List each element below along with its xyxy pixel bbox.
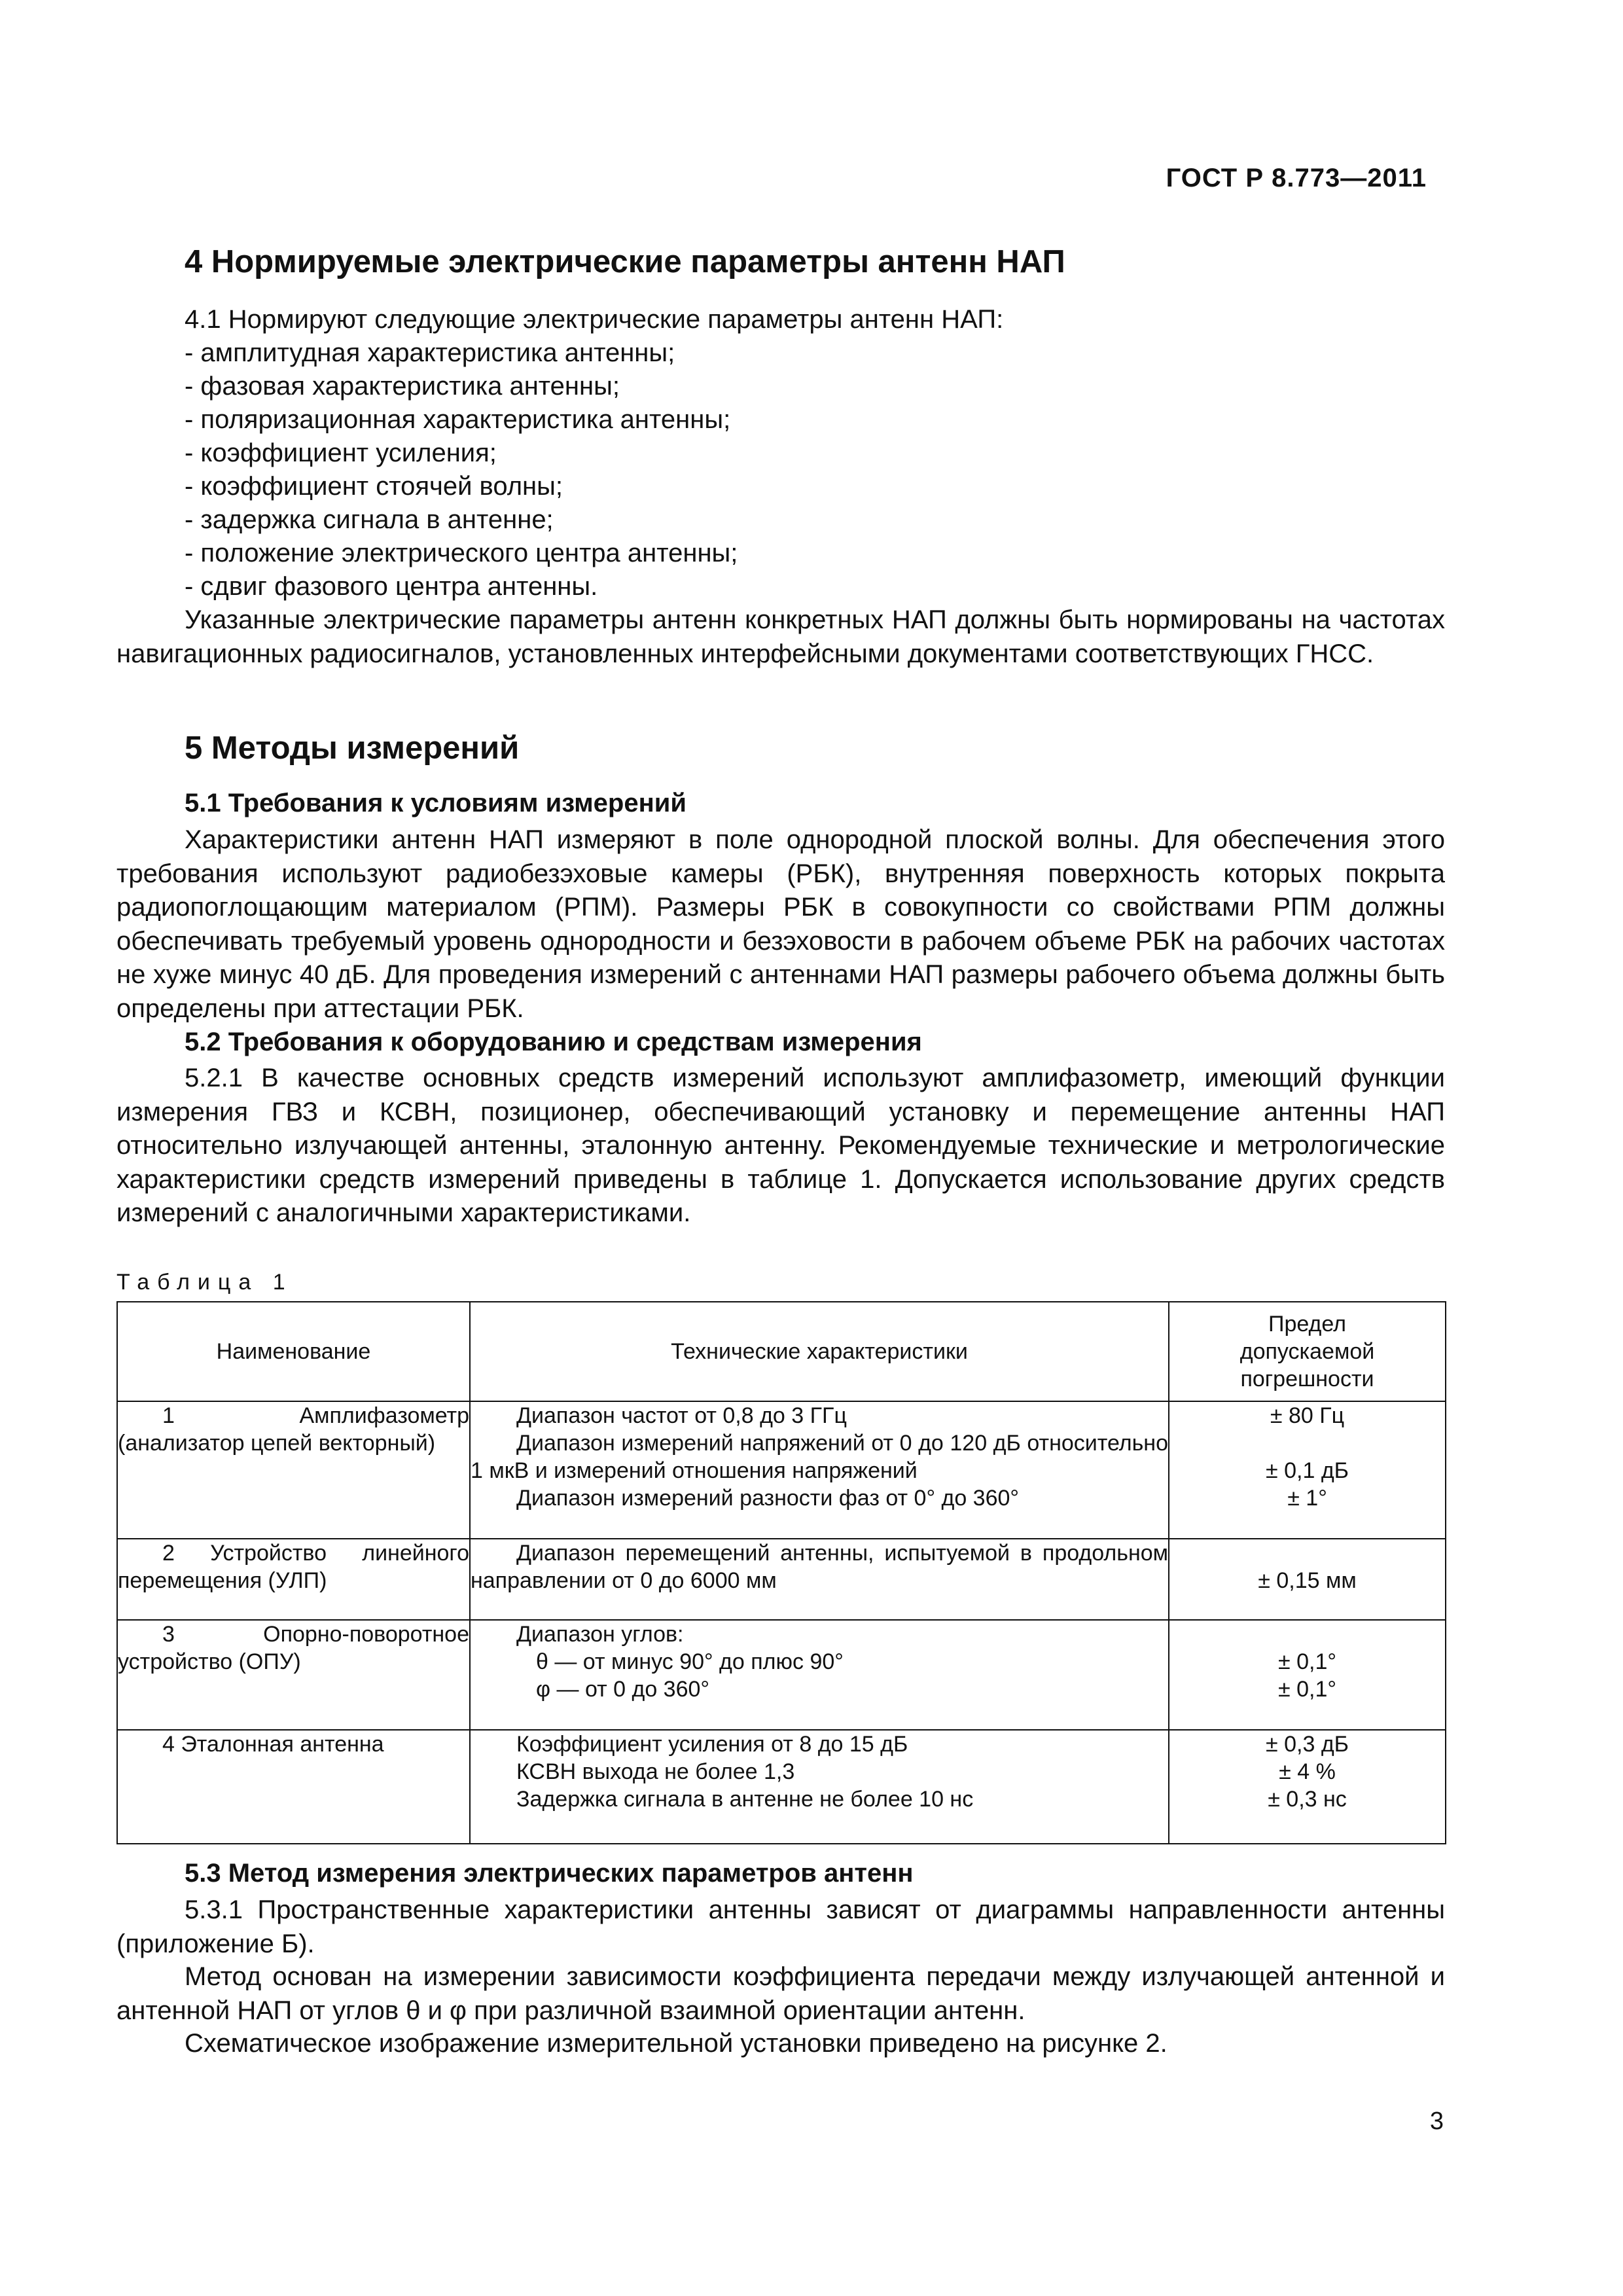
column-header-label: Предел допускаемой погрешности (1240, 1312, 1375, 1391)
table-row (117, 1401, 1446, 1539)
column-header (1169, 1302, 1446, 1401)
section-5-title: 5 Методы измерений (185, 730, 520, 766)
tech-line: Диапазон перемещений антенны, испытуемой в продольном направлении от 0 до 6000 мм (471, 1541, 1168, 1593)
error-value: ± 0,1 дБ (1266, 1458, 1349, 1483)
row-name: 3 Опорно-поворотное устройство (ОПУ) (118, 1622, 469, 1674)
error-value: ± 0,1° (1278, 1677, 1336, 1702)
table-cell-error (1169, 1620, 1446, 1730)
tech-line: Задержка сигнала в антенне не более 10 нс (516, 1787, 974, 1812)
table-cell-tech (470, 1620, 1169, 1730)
row-name: 2 Устройство линейного перемещения (УЛП) (118, 1541, 469, 1593)
table-cell-name (117, 1401, 470, 1539)
tech-line: Коэффициент усиления от 8 до 15 дБ (516, 1732, 908, 1757)
error-value: ± 0,3 нс (1268, 1787, 1347, 1812)
section-5-3-figure-reference: Схематическое изображение измерительной установки приведено на рисунке 2. (185, 2029, 1168, 2058)
column-header: Технические характеристики (470, 1302, 1169, 1401)
tech-line: θ — от минус 90° до плюс 90° (536, 1649, 844, 1674)
list-item: - фазовая характеристика антенны; (185, 372, 620, 401)
section-4-1-intro: 4.1 Нормируют следующие электрические параметры антенн НАП: (185, 305, 1004, 334)
section-5-2-title: 5.2 Требования к оборудованию и средствам измерения (185, 1028, 922, 1056)
section-4-paragraph: Указанные электрические параметры антенн конкретных НАП должны быть нормированы на частотах навигационных радиосигналов, установленных интерфейсными документами соответствующих ГНСС. (116, 605, 1445, 668)
tech-line: Диапазон измерений разности фаз от 0° до 360° (516, 1486, 1020, 1511)
row-name: 4 Эталонная антенна (162, 1732, 384, 1757)
page-number: 3 (1429, 2108, 1444, 2135)
section-4-title: 4 Нормируемые электрические параметры антенн НАП (185, 244, 1065, 279)
error-value: ± 4 % (1279, 1759, 1336, 1784)
error-value: ± 0,3 дБ (1266, 1732, 1349, 1757)
table-cell-tech (470, 1401, 1169, 1539)
column-header: Наименование (117, 1302, 470, 1401)
table-cell-error (1169, 1539, 1446, 1620)
table-cell-error (1169, 1730, 1446, 1844)
document-code-header: ГОСТ Р 8.773—2011 (1166, 164, 1427, 192)
table-cell-name (117, 1620, 470, 1730)
section-5-1-title: 5.1 Требования к условиям измерений (185, 789, 687, 817)
error-value: ± 80 Гц (1270, 1403, 1345, 1428)
error-value: ± 0,15 мм (1258, 1568, 1357, 1593)
table-caption: Таблица 1 (116, 1270, 293, 1295)
table-row (117, 1620, 1446, 1730)
section-5-2-1-text: 5.2.1 В качестве основных средств измерений используют амплифазометр, имеющий функции измерения ГВЗ и КСВН, позиционер, обеспечивающий установку и перемещение антенны НАП относительно излучающей антенны, эталонную антенну. Рекомендуемые технические и метрологические характеристики средств измерений приведены в таблице 1. Допускается использование других средств измерений с аналогичными характеристиками. (116, 1064, 1445, 1227)
section-5-3-paragraph: Метод основан на измерении зависимости коэффициента передачи между излучающей антенной и антенной НАП от углов θ и φ при различной взаимной ориентации антенн. (116, 1962, 1445, 2025)
list-item: - амплитудная характеристика антенны; (185, 338, 675, 367)
tech-line: φ — от 0 до 360° (536, 1677, 709, 1702)
table-header-row (117, 1302, 1446, 1401)
table-cell-tech (470, 1730, 1169, 1844)
section-5-3-1-text: 5.3.1 Пространственные характеристики антенны зависят от диаграммы направленности антенны (приложение Б). (116, 1895, 1445, 1958)
tech-line: Диапазон частот от 0,8 до 3 ГГц (516, 1403, 847, 1428)
table-cell-name (117, 1539, 470, 1620)
tech-line: КСВН выхода не более 1,3 (516, 1759, 795, 1784)
tech-line: Диапазон измерений напряжений от 0 до 120 дБ относительно 1 мкВ и измерений отношения напряжений (471, 1431, 1168, 1483)
list-item: - коэффициент стоячей волны; (185, 472, 563, 501)
error-value: ± 1° (1287, 1486, 1327, 1511)
table-row (117, 1539, 1446, 1620)
row-name: 1 Амплифазометр (анализатор цепей векторный) (118, 1403, 469, 1456)
list-item: - задержка сигнала в антенне; (185, 505, 554, 534)
table-cell-name (117, 1730, 470, 1844)
table-cell-tech (470, 1539, 1169, 1620)
list-item: - коэффициент усиления; (185, 439, 497, 467)
section-5-3-title: 5.3 Метод измерения электрических параметров антенн (185, 1859, 914, 1888)
list-item: - сдвиг фазового центра антенны. (185, 572, 598, 601)
table-row (117, 1730, 1446, 1844)
list-item: - поляризационная характеристика антенны; (185, 405, 731, 434)
table-1 (116, 1301, 1446, 1844)
section-5-1-text: Характеристики антенн НАП измеряют в поле однородной плоской волны. Для обеспечения этого требования используют радиобезэховые камеры (РБК), внутренняя поверхность которых покрыта радиопоглощающим материалом (РПМ). Размеры РБК в совокупности со свойствами РПМ должны обеспечивать требуемый уровень однородности и безэховости в рабочем объеме РБК на рабочих частотах не хуже минус 40 дБ. Для проведения измерений с антеннами НАП размеры рабочего объема должны быть определены при аттестации РБК. (116, 825, 1445, 1023)
list-item: - положение электрического центра антенны; (185, 539, 738, 567)
error-value: ± 0,1° (1278, 1649, 1336, 1674)
tech-line: Диапазон углов: (516, 1622, 684, 1647)
table-cell-error (1169, 1401, 1446, 1539)
